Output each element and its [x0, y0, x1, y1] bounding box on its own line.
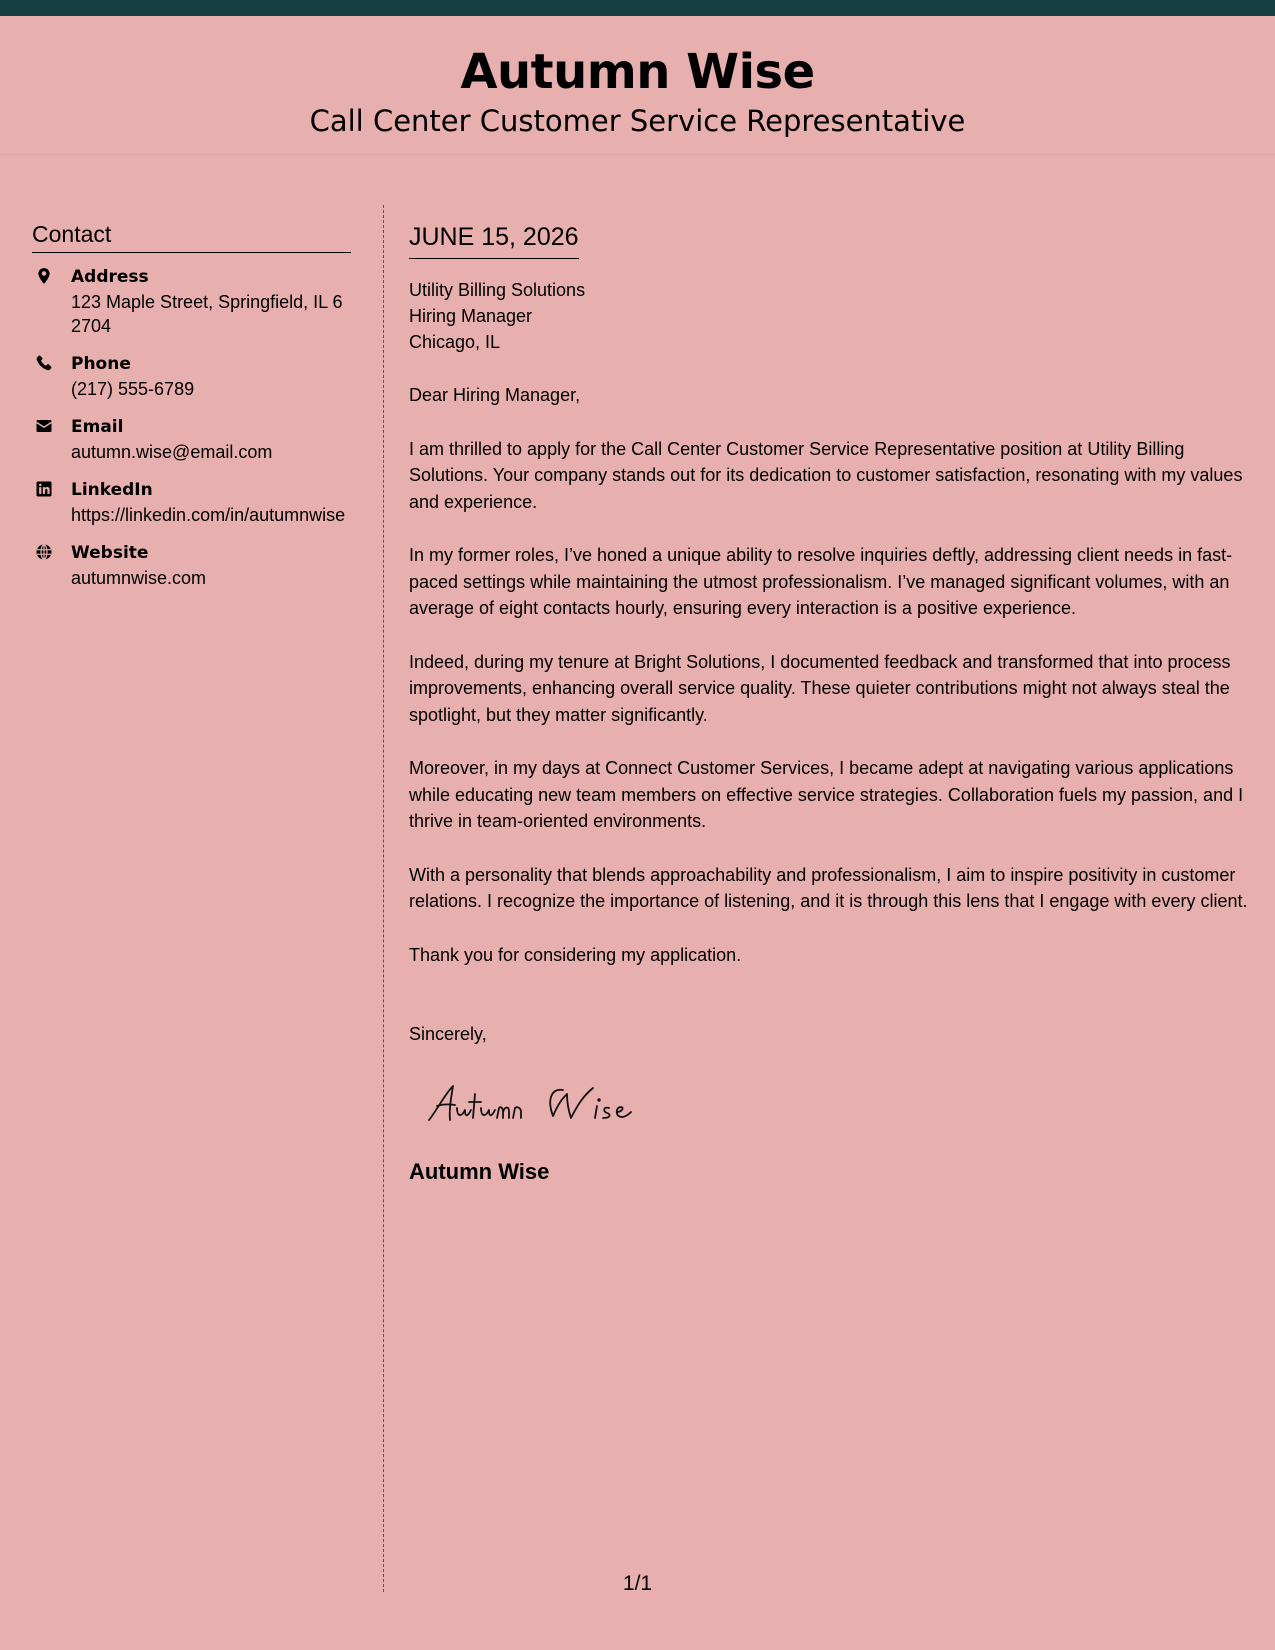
column-divider — [383, 205, 384, 1592]
contact-item-address — [32, 265, 351, 338]
letter-paragraph: Moreover, in my days at Connect Customer Services, I became adept at navigating various applications while educating new team members on effective service strategies. Collaboration fuels my passion, and I thrive in team-oriented environments. — [409, 758, 1244, 831]
phone-label: Phone — [71, 354, 131, 374]
phone-value: (217) 555-6789 — [71, 379, 195, 399]
contact-item-phone — [32, 352, 351, 401]
location-pin-icon — [35, 267, 53, 285]
recipient-company: Utility Billing Solutions — [409, 280, 586, 300]
envelope-icon — [35, 417, 53, 435]
handwritten-signature — [423, 1080, 1251, 1126]
contact-item-linkedin — [32, 478, 351, 527]
contact-item-email — [32, 415, 351, 464]
letter-date: JUNE 15, 2026 — [409, 220, 579, 259]
address-label: Address — [71, 267, 149, 287]
linkedin-label: LinkedIn — [71, 480, 153, 500]
top-accent-bar — [0, 0, 1275, 16]
website-value: autumnwise.com — [71, 568, 207, 588]
recipient-block — [409, 277, 1251, 355]
letter-paragraph: With a personality that blends approachability and professionalism, I aim to inspire positivity in customer relations. I recognize the importance of listening, and it is through this lens that I engage with every client. — [409, 864, 1248, 911]
recipient-location: Chicago, IL — [409, 332, 501, 352]
recipient-role: Hiring Manager — [409, 306, 533, 326]
contact-item-website — [32, 541, 351, 590]
contact-sidebar — [32, 218, 351, 604]
letter-paragraph: In my former roles, I’ve honed a unique ability to resolve inquiries deftly, addressing client needs in fast-paced settings while maintaining the utmost professionalism. I’ve managed significant volumes, with an average of eight contacts hourly, ensuring every interaction is a positive experience. — [409, 545, 1233, 618]
phone-icon — [35, 354, 53, 372]
job-title: Call Center Customer Service Representative — [309, 104, 966, 138]
closing: Sincerely, — [409, 1024, 487, 1044]
linkedin-value: https://linkedin.com/in/autumnwise — [71, 505, 346, 525]
letter-paragraph: Indeed, during my tenure at Bright Solutions, I documented feedback and transformed that into process improvements, enhancing overall service quality. These quieter contributions might not always steal the spotlight, but they matter significantly. — [409, 651, 1231, 725]
website-label: Website — [71, 543, 149, 563]
signed-name: Autumn Wise — [409, 1158, 550, 1184]
linkedin-icon — [35, 480, 53, 498]
applicant-name: Autumn Wise — [460, 44, 815, 100]
contact-heading: Contact — [32, 218, 351, 253]
globe-icon — [35, 543, 53, 561]
letter-paragraph: Thank you for considering my application. — [409, 944, 742, 965]
email-label: Email — [71, 417, 124, 437]
cover-letter-body — [409, 220, 1251, 1186]
address-value: 123 Maple Street, Springfield, IL 62704 — [71, 292, 343, 336]
letter-paragraph: I am thrilled to apply for the Call Center Customer Service Representative position at Utility Billing Solutions. Your company stands out for its dedication to customer satisfaction, resonating with my values and experience. — [409, 438, 1243, 512]
salutation: Dear Hiring Manager, — [409, 385, 581, 405]
resume-header — [0, 16, 1275, 155]
signature-graphic — [423, 1080, 683, 1126]
email-value: autumn.wise@email.com — [71, 442, 273, 462]
page-number: 1/1 — [622, 1572, 653, 1595]
